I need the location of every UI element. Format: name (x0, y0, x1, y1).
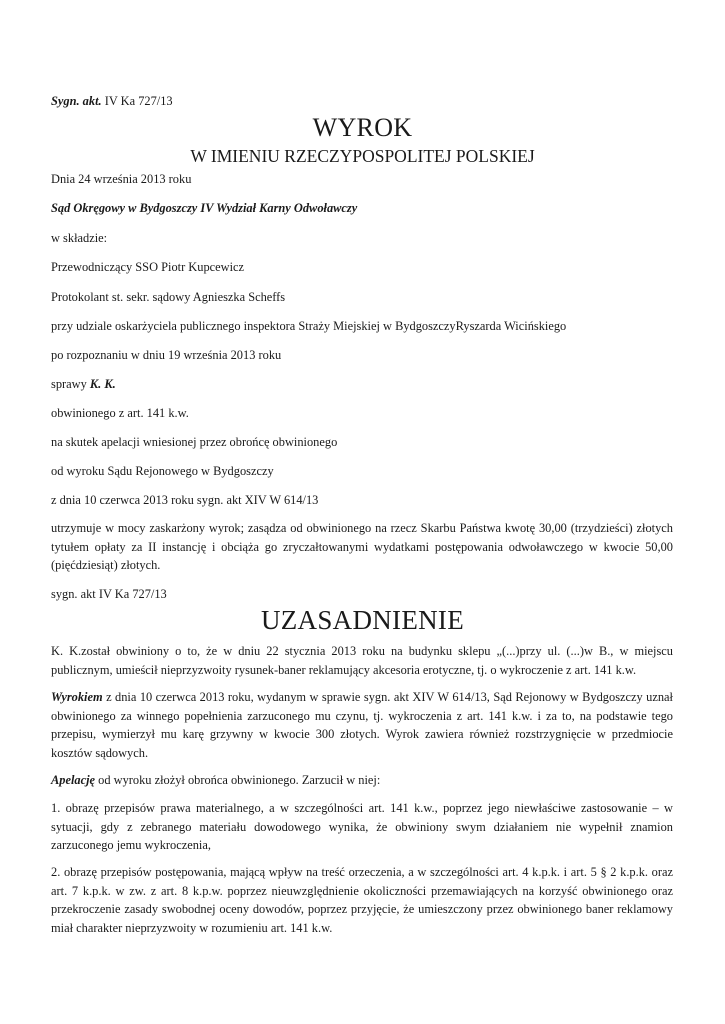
paragraph-3-lead: Apelację (51, 773, 96, 787)
appeal-charge-2: 2. obrazę przepisów postępowania, mającą wpływ na treść orzeczenia, a w szczególności art. 4 k.p.k. i art. 5 § 2 k.p.k. oraz art. 7 k.p.k. w zw. z art. 8 k.p.w. poprzez nieuwzględnienie okoliczności przemawiających na korzyść obwinionego oraz przekroczenie zasady swobodnej oceny dowodów, poprzez przyjęcie, że umieszczony przez obwinionego baner reklamowy miał charakter nieprzyzwoity w rozumieniu art. 141 k.w. (51, 865, 673, 935)
paragraph-2-lead: Wyrokiem (51, 690, 103, 704)
prosecutor: przy udziale oskarżyciela publicznego inspektora Straży Miejskiej w BydgoszczyRyszarda Wicińskiego (51, 319, 567, 333)
paragraph-2-text: z dnia 10 czerwca 2013 roku, wydanym w sprawie sygn. akt XIV W 614/13, Sąd Rejonowy w Bydgoszczy uznał obwinionego za winnego popełnienia zarzuconego mu czynu, tj. wykroczenia z art. 141 k.w. i za to, na podstawie tego przepisu, wymierzył mu karę grzywny w kwocie 300 złotych. Wyrok zawiera również rozstrzygnięcie w przedmiocie kosztów sądowych. (51, 690, 673, 760)
justification-paragraph-1: K. K.został obwiniony o to, że w dniu 22 stycznia 2013 roku na budynku sklepu „(...)przy ul. (...)w B., w miejscu publicznym, umieścił nieprzyzwoity rysunek-baner reklamujący akcesoria erotyczne, tj. o wykroczenie z art. 141 k.w. (51, 644, 673, 677)
case-line (51, 375, 673, 394)
case-prefix: sprawy (51, 377, 90, 391)
defendant-name: K. K. (89, 377, 116, 391)
court-name: Sąd Okręgowy w Bydgoszczy IV Wydział Karny Odwoławczy (51, 201, 358, 215)
justification-title: UZASADNIENIE (260, 605, 465, 635)
court-clerk: Protokolant st. sekr. sądowy Agnieszka Scheffs (51, 290, 286, 304)
appeal-line: na skutek apelacji wniesionej przez obrońcę obwinionego (51, 435, 338, 449)
case-signature-label: Sygn. akt. (51, 94, 102, 108)
composition-label: w składzie: (51, 231, 108, 245)
judgment-title: WYROK (312, 113, 413, 142)
charge: obwinionego z art. 141 k.w. (51, 406, 189, 420)
ruling-paragraph: utrzymuje w mocy zaskarżony wyrok; zasądza od obwinionego na rzecz Skarbu Państwa kwotę 30,00 (trzydzieści) złotych tytułem opłaty za II instancję i obciąża go zryczałtowanymi wydatkami postępowania odwoławczego w kwocie 50,00 (pięćdziesiąt) złotych. (51, 521, 673, 572)
justification-paragraph-3 (51, 771, 673, 790)
judgment-subtitle: W IMIENIU RZECZYPOSPOLITEJ POLSKIEJ (190, 146, 535, 166)
lower-court-judgment: od wyroku Sądu Rejonowego w Bydgoszczy (51, 464, 274, 478)
paragraph-3-text: od wyroku złożył obrońca obwinionego. Zarzucił w niej: (95, 773, 381, 787)
judgment-date: Dnia 24 września 2013 roku (51, 172, 192, 186)
hearing-date: po rozpoznaniu w dniu 19 września 2013 roku (51, 348, 282, 362)
case-signature-value: IV Ka 727/13 (101, 94, 173, 108)
justification-signature: sygn. akt IV Ka 727/13 (51, 587, 167, 601)
appeal-charge-1: 1. obrazę przepisów prawa materialnego, a w szczególności art. 141 k.w., poprzez jego niewłaściwe zastosowanie – w sytuacji, gdy z zebranego materiału dowodowego wynika, że obwiniony swym działaniem nie wypełnił znamion zarzuconego jemu wykroczenia, (51, 801, 673, 852)
presiding-judge: Przewodniczący SSO Piotr Kupcewicz (51, 260, 245, 274)
justification-paragraph-2 (51, 688, 673, 762)
lower-court-judgment-date: z dnia 10 czerwca 2013 roku sygn. akt XIV W 614/13 (51, 493, 319, 507)
case-signature (51, 92, 673, 111)
